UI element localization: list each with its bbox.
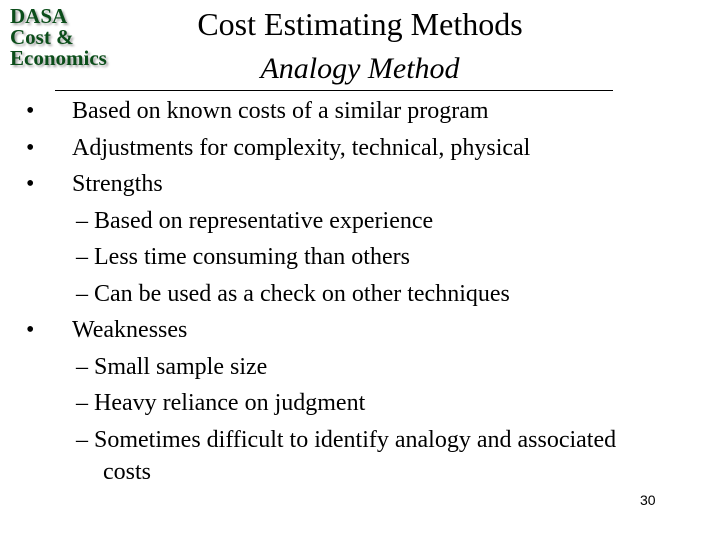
dash-marker: – xyxy=(76,390,88,416)
bullet-marker: • xyxy=(26,171,35,197)
dash-marker: – xyxy=(76,244,88,270)
sub-bullet-text: Heavy reliance on judgment xyxy=(94,390,366,416)
bullet-item-weaknesses xyxy=(22,312,662,349)
sub-bullet-text: Based on representative experience xyxy=(94,207,434,234)
dash-marker: – xyxy=(76,280,88,307)
page-number: 30 xyxy=(640,492,656,508)
bullet-item xyxy=(22,130,662,167)
bullet-item xyxy=(22,93,662,130)
slide-title: Cost Estimating Methods xyxy=(197,6,523,42)
bullet-text: Weaknesses xyxy=(72,317,188,343)
logo-line-2: Cost & xyxy=(10,25,74,49)
sub-bullet-item xyxy=(22,349,662,386)
logo-line-1: DASA xyxy=(10,4,68,28)
logo-line-3: Economics xyxy=(10,46,107,70)
sub-bullet-item xyxy=(22,276,662,313)
bullet-marker: • xyxy=(26,317,35,343)
bullet-list xyxy=(22,93,662,488)
sub-bullet-text: Small sample size xyxy=(94,353,268,380)
bullet-item-strengths xyxy=(22,166,662,203)
bullet-text: Strengths xyxy=(72,171,163,197)
sub-bullet-text: Can be used as a check on other techniques xyxy=(94,280,510,307)
bullet-text: Based on known costs of a similar program xyxy=(72,98,489,124)
bullet-marker: • xyxy=(26,98,35,124)
bullet-text: Adjustments for complexity, technical, physical xyxy=(72,134,531,161)
sub-bullet-item xyxy=(22,239,662,276)
dash-marker: – xyxy=(76,426,88,453)
title-divider xyxy=(55,90,613,91)
sub-bullet-item xyxy=(22,385,662,422)
dash-marker: – xyxy=(76,207,88,234)
dasa-logo xyxy=(10,6,107,69)
sub-bullet-item xyxy=(22,424,662,488)
sub-bullet-text: Sometimes difficult to identify analogy and associated costs xyxy=(94,426,617,485)
sub-bullet-text: Less time consuming than others xyxy=(94,244,410,270)
bullet-marker: • xyxy=(26,134,35,161)
slide-subtitle: Analogy Method xyxy=(260,52,460,85)
sub-bullet-item xyxy=(22,203,662,240)
dash-marker: – xyxy=(76,353,88,380)
